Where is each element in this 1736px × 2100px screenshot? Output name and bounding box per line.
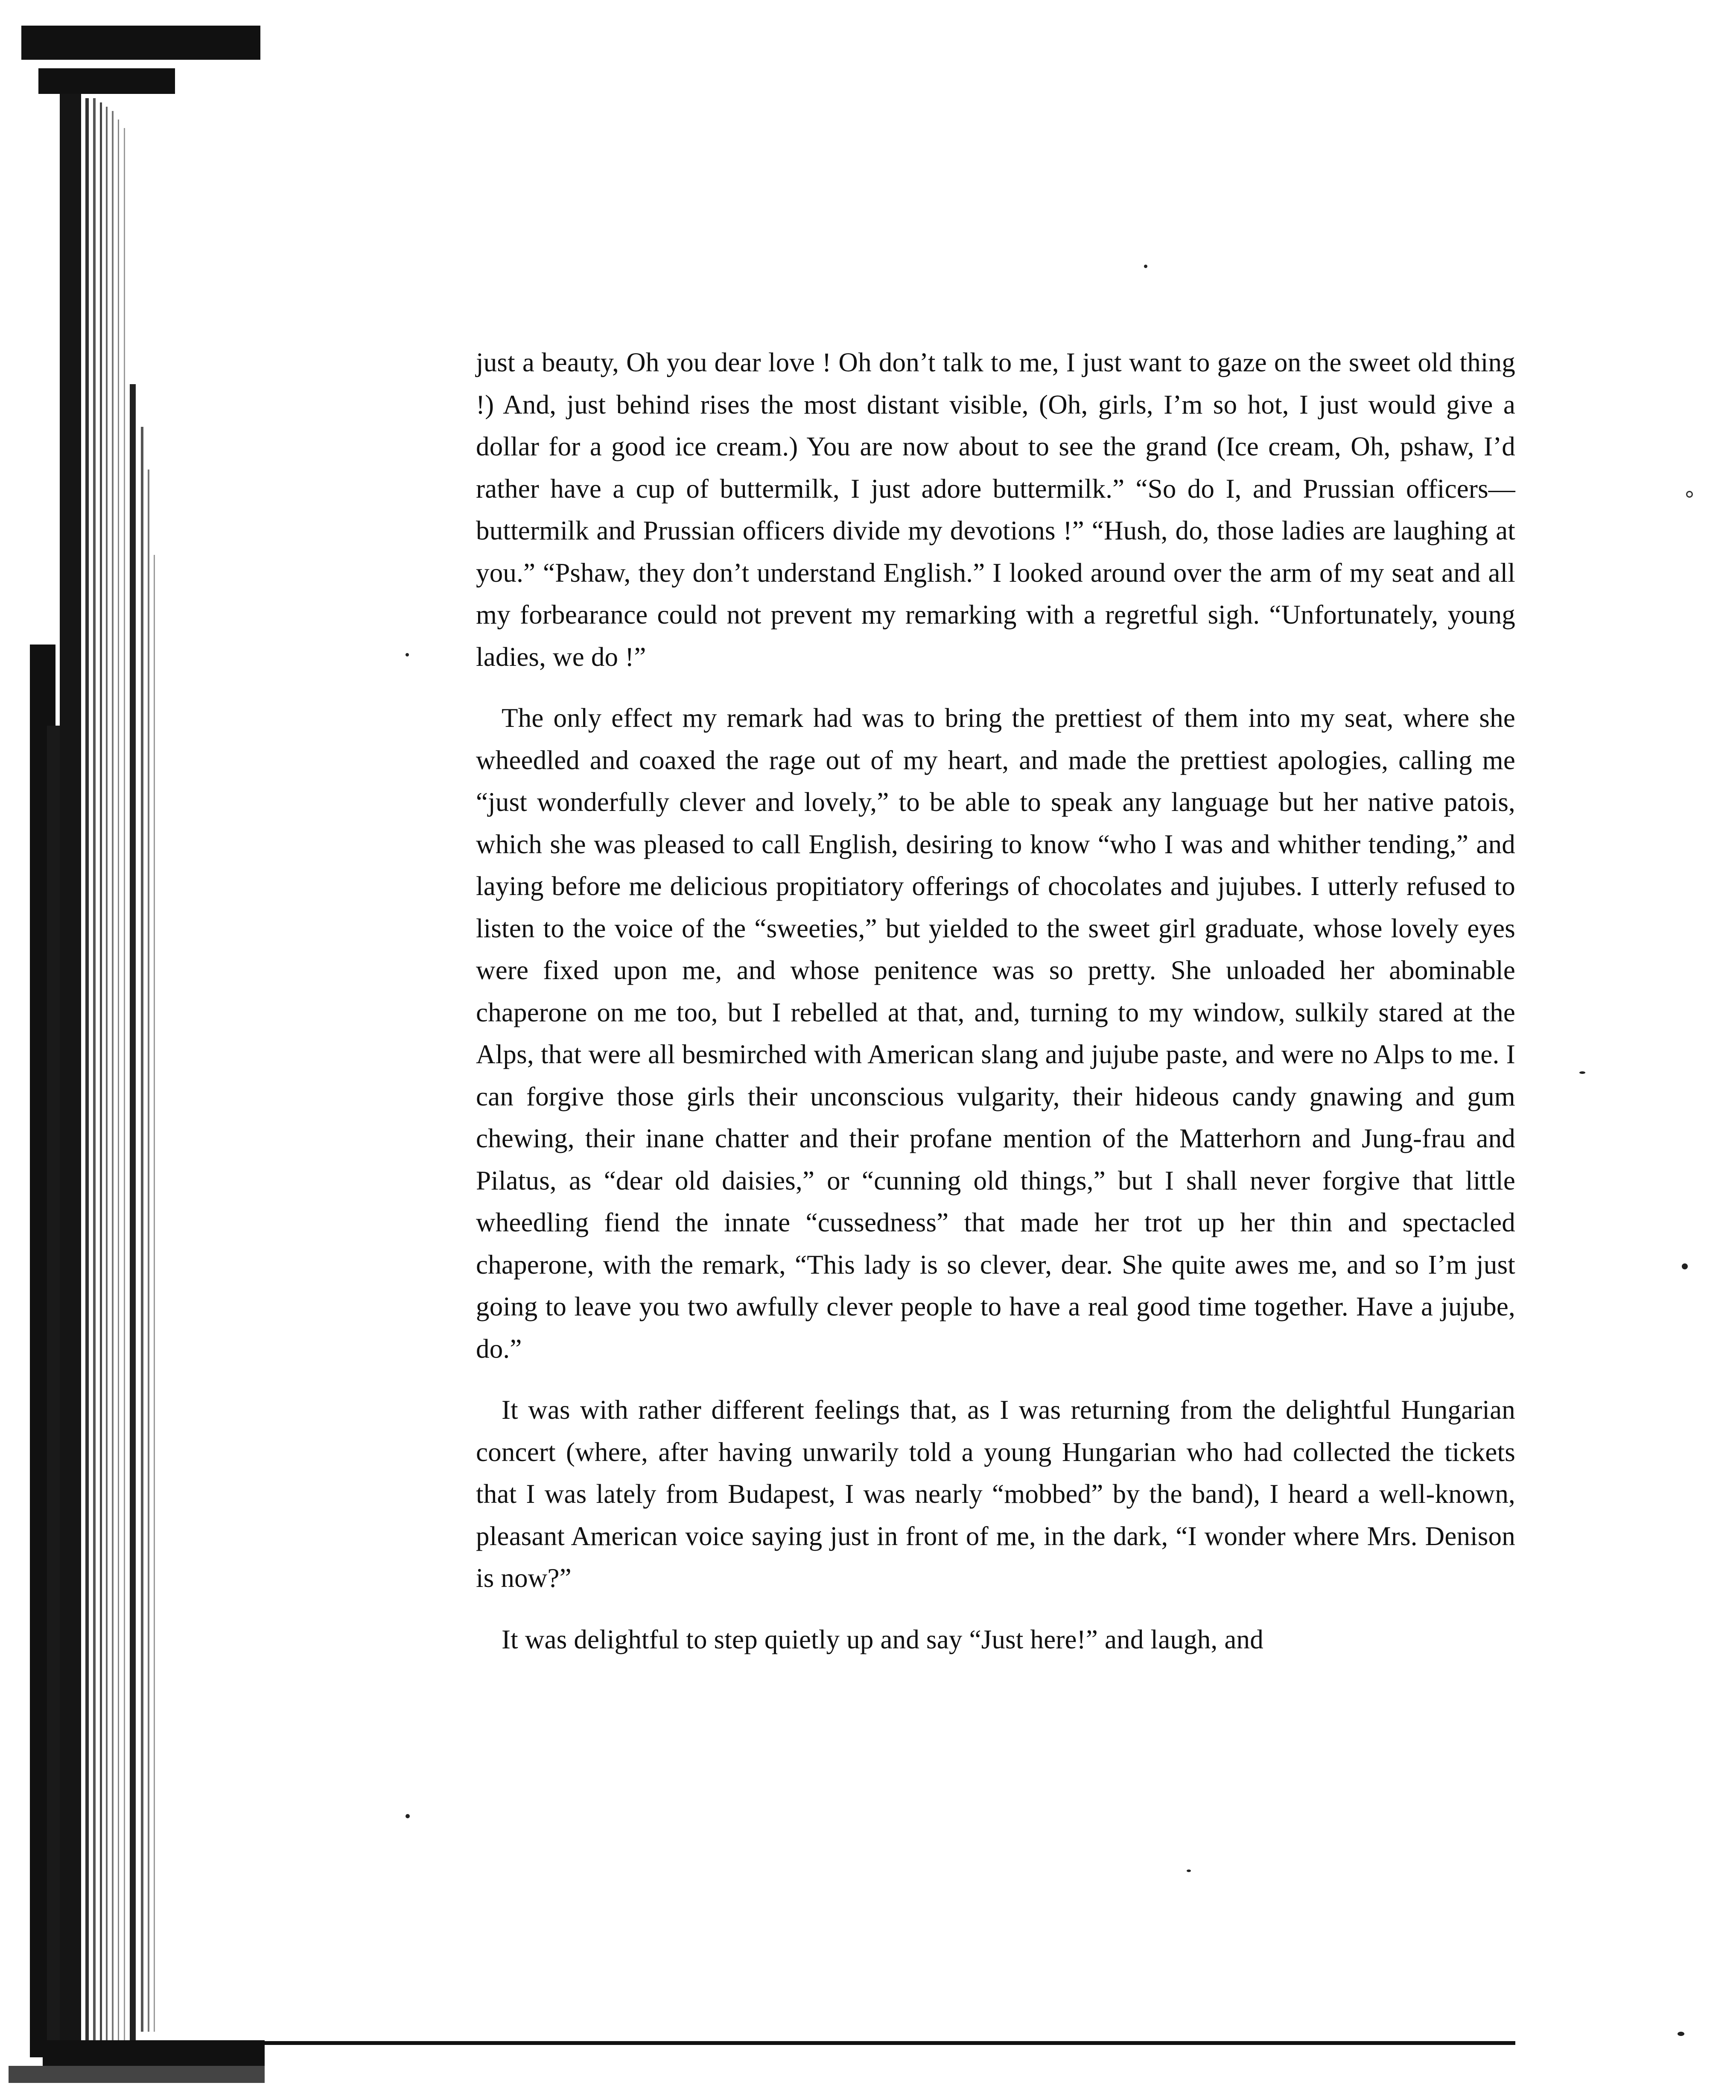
scan-speck	[1686, 491, 1693, 498]
scan-speck	[1579, 1071, 1585, 1074]
bottom-rule	[201, 2041, 1515, 2045]
book-binding-edge	[0, 0, 265, 2100]
scan-speck	[406, 1814, 410, 1818]
paragraph-3: It was with rather different feelings that, as I was returning from the delightful Hungarian concert (where, after having unwarily told a young Hungarian who had collected the tickets that I was lately from Budapest, I was nearly “mobbed” by the band), I heard a well-known, pleasant American voice saying just in front of me, in the dark, “I wonder where Mrs. Denison is now?”	[476, 1395, 1515, 1593]
scan-speck	[1682, 1263, 1688, 1269]
paragraph-2: The only effect my remark had was to bring the prettiest of them into my seat, where she wheedled and coaxed the rage out of my heart, and made the prettiest apologies, calling me “just wonderfully clever and lovely,” to be able to speak any language but her native patois, which she was pleased to call English, desiring to know “who I was and whither tending,” and laying before me delicious propitiatory offerings of chocolates and jujubes. I utterly refused to listen to the voice of the “sweeties,” but yielded to the sweet girl graduate, whose lovely eyes were fixed upon me, and whose penitence was so pretty. She unloaded her abominable chaperone on me too, but I rebelled at that, and, turning to my window, sulkily stared at the Alps, that were all besmirched with American slang and jujube paste, and were no Alps to me. I can forgive those girls their unconscious vulgarity, their hideous candy gnawing and gum chewing, their inane chatter and their profane mention of the Matterhorn and Jung-frau and Pilatus, as “dear old daisies,” or “cunning old things,” but I shall never forgive that little wheedling fiend the innate “cussedness” that made her trot up her thin and spectacled chaperone, with the remark, “This lady is so clever, dear. She quite awes me, and so I’m just going to leave you two awfully clever people to have a real good time together. Have a jujube, do.”	[476, 703, 1515, 1364]
paragraph-4: It was delightful to step quietly up and say “Just here!” and laugh, and	[502, 1624, 1263, 1654]
scan-speck	[406, 653, 409, 656]
scan-speck	[1678, 2032, 1684, 2036]
paragraph-1: just a beauty, Oh you dear love ! Oh don’t talk to me, I just want to gaze on the sweet old thing !) And, just behind rises the most distant visible, (Oh, girls, I’m so hot, I just would give a dollar for a good ice cream.) You are now about to see the grand (Ice cream, Oh, pshaw, I’d rather have a cup of buttermilk, I just adore buttermilk.” “So do I, and Prussian officers—buttermilk and Prussian officers divide my devotions !” “Hush, do, those ladies are laughing at you.” “Pshaw, they don’t understand English.” I looked around over the arm of my seat and all my forbearance could not prevent my remarking with a regretful sigh. “Unfortunately, young ladies, we do !”	[476, 347, 1515, 672]
scan-speck	[1187, 1870, 1191, 1872]
body-text	[476, 341, 1515, 1660]
scan-speck	[1144, 265, 1147, 268]
